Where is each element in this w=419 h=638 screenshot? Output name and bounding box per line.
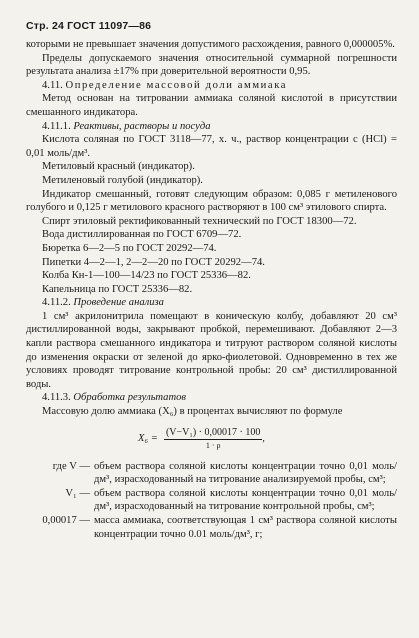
section-number: 4.11.1. <box>42 120 71 132</box>
definition-text: масса аммиака, соответствующая 1 см³ раствора соляной кислоты концентрации точно 0.01 моль/дм³, г; <box>94 515 397 540</box>
reagent-item: Метиленовый голубой (индикатор). <box>42 174 203 186</box>
reagent-item: Спирт этиловый ректификованный технический по ГОСТ 18300—72. <box>42 215 357 227</box>
section-number: 4.11. <box>42 79 63 91</box>
definition-row <box>26 460 397 487</box>
paragraph-formula-intro: Массовую долю аммиака (X₆) в процентах вычисляют по формуле <box>42 406 343 418</box>
reagent-item: Метиловый красный (индикатор). <box>42 161 195 173</box>
formula-tail: , <box>262 432 265 444</box>
definition-label: 0,00017 — <box>42 515 90 526</box>
paragraph-procedure: 1 см³ акрилонитрила помещают в коническую колбу, добавляют 20 см³ дистиллированной воды, закрывают пробкой, перемешивают. Добавляют 2—3 капли раствора смешанного индикатора и титруют раствором соляной кислоты до изменения окраски от зеленой до ярко-фиолетовой. Одновременно в тех же условиях проводят титрование контрольной пробы: 20 см³ дистиллированной воды. <box>26 310 397 390</box>
paragraph-method: Метод основан на титровании аммиака соляной кислотой в присутствии смешанного индикатора. <box>26 93 397 118</box>
section-number: 4.11.3. <box>42 392 71 404</box>
section-title: Проведение анализа <box>73 297 164 309</box>
section-title: Определение массовой доли аммиака <box>65 79 288 91</box>
reagent-item: Вода дистиллированная по ГОСТ 6709—72. <box>42 229 242 241</box>
reagent-item: Колба Кн-1—100—14/23 по ГОСТ 25336—82. <box>42 270 251 282</box>
section-number: 4.11.2. <box>42 297 71 309</box>
formula-numerator: (V−V₁) · 0,00017 · 100 <box>165 426 261 438</box>
formula-denominator: 1 · ρ <box>205 440 221 450</box>
reagent-item: Пипетки 4—2—1, 2—2—20 по ГОСТ 20292—74. <box>42 256 265 268</box>
paragraph-continuation: которыми не превышает значения допустимого расхождения, равного 0,000005%. <box>26 39 395 50</box>
definition-row <box>26 487 397 514</box>
formula-fraction <box>164 427 262 450</box>
section-4-11-heading <box>26 79 397 93</box>
reagent-item: Индикатор смешанный, готовят следующим образом: 0,085 г метиленового голубого и 0,125 г метилового красного растворяют в 100 см³ этилового спирта. <box>26 188 397 214</box>
reagent-item: Бюретка 6—2—5 по ГОСТ 20292—74. <box>42 242 217 254</box>
formula <box>26 427 397 450</box>
reagent-item: Капельница по ГОСТ 25336—82. <box>42 283 193 295</box>
section-4-11-2-heading <box>26 296 397 310</box>
section-4-11-1-heading <box>26 120 397 134</box>
definition-label: V₁ — <box>65 487 90 499</box>
reagent-item: Кислота соляная по ГОСТ 3118—77, х. ч., раствор концентрации с (HCl) = 0,01 моль/дм³. <box>26 134 397 159</box>
definition-text: объем раствора соляной кислоты концентрации точно 0,01 моль/дм³, израсходованный на титрование анализируемой пробы, см³; <box>94 460 397 486</box>
page-header: Стр. 24 ГОСТ 11097—86 <box>26 20 152 32</box>
definition-row <box>26 514 397 541</box>
formula-lhs: X₆ = <box>138 432 158 444</box>
section-4-11-3-heading <box>26 391 397 405</box>
definition-label: где V — <box>52 460 90 472</box>
section-title: Обработка результатов <box>73 392 187 404</box>
section-title: Реактивы, растворы и посуда <box>73 120 211 132</box>
paragraph-error-limits: Пределы допускаемого значения относительной суммарной погрешности результата анализа ±17% при доверительной вероятности 0,95. <box>26 52 397 78</box>
definition-text: объем раствора соляной кислоты концентрации точно 0,01 моль/дм³, израсходованный на титрование контрольной пробы, см³; <box>94 487 397 513</box>
